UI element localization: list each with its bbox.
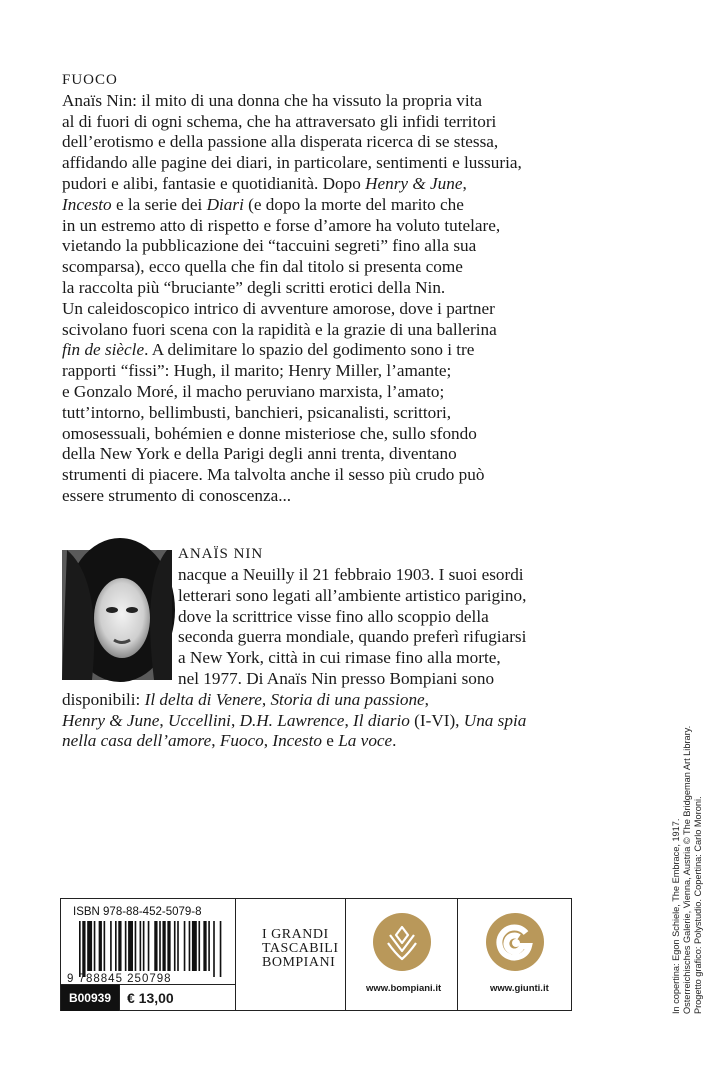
barcode-bar — [208, 921, 210, 971]
blurb-line: pudori e alibi, fantasie e quotidianità. Dopo Henry & June, — [62, 173, 467, 193]
bio-line: dove la scrittrice visse fino allo scoppio della — [178, 606, 489, 626]
barcode-panel — [60, 898, 572, 1011]
giunti-url: www.giunti.it — [490, 983, 549, 994]
barcode-bar — [159, 921, 161, 971]
barcode-bar — [177, 921, 179, 971]
author-bio — [62, 565, 592, 752]
giunti-logo-icon — [486, 913, 544, 971]
giunti-cell — [457, 899, 572, 1010]
barcode-digits: 9 788845 250798 — [67, 973, 172, 985]
barcode-bar — [184, 921, 186, 971]
barcode-bar — [128, 921, 133, 971]
blurb-line: essere strumento di conoscenza... — [62, 485, 292, 505]
blurb-line: al di fuori di ogni schema, che ha attraversato gli infidi territori — [62, 111, 497, 131]
blurb-line: Incesto e la serie dei Diari (e dopo la morte del marito che — [62, 194, 464, 214]
blurb-line: e Gonzalo Moré, il macho peruviano marxista, l’amato; — [62, 381, 445, 401]
bio-line: nella casa dell’amore, Fuoco, Incesto e La voce. — [62, 731, 397, 751]
bio-line: Henry & June, Uccellini, D.H. Lawrence, Il diario (I-VI), Una spia — [62, 710, 527, 730]
blurb-line: in un estremo atto di rispetto e forse d’amore ha voluto tutelare, — [62, 215, 501, 235]
barcode — [77, 921, 225, 977]
barcode-bar — [198, 921, 200, 971]
blurb-body — [62, 91, 582, 507]
barcode-bar — [140, 921, 142, 971]
blurb-line: scomparsa), ecco quella che fin dal titolo si presenta come — [62, 257, 463, 277]
barcode-bar — [143, 921, 145, 971]
credit-line: Progetto grafico: Polystudio. Copertina: Carlo Moroni. — [693, 796, 703, 1014]
barcode-bar — [203, 921, 206, 971]
bio-line: letterari sono legati all’ambiente artistico parigino, — [178, 585, 527, 605]
blurb-line: affidando alle pagine dei diari, in particolare, sentimenti e lussuria, — [62, 153, 522, 173]
blurb-line: Un caleidoscopico intrico di avventure amorose, dove i partner — [62, 298, 495, 318]
blurb-line: della New York e della Parigi degli anni trenta, diventano — [62, 444, 457, 464]
barcode-bar — [154, 921, 157, 971]
barcode-bar — [115, 921, 117, 971]
price-row — [61, 984, 235, 1011]
credit-line: In copertina: Egon Schiele, The Embrace, 1917. — [671, 818, 681, 1014]
barcode-bar — [110, 921, 112, 971]
bio-line: a New York, città in cui rimase fino alla morte, — [178, 648, 501, 668]
barcode-bar — [192, 921, 197, 971]
blurb-title: FUOCO — [62, 72, 118, 88]
blurb-line: Anaïs Nin: il mito di una donna che ha vissuto la propria vita — [62, 90, 483, 110]
barcode-bar — [82, 921, 85, 977]
barcode-bar — [162, 921, 165, 971]
bio-line: seconda guerra mondiale, quando preferì rifugiarsi — [178, 627, 527, 647]
bompiani-cell — [345, 899, 458, 1010]
credit-line: Osterreichisches Galerie, Vienna, Austria © The Bridgeman Art Library. — [682, 725, 692, 1014]
barcode-bar — [167, 921, 170, 971]
price: € 13,00 — [127, 990, 174, 1006]
blurb-line: fin de siècle. A delimitare lo spazio del godimento sono i tre — [62, 340, 475, 360]
barcode-bar — [87, 921, 92, 971]
bio-line: nel 1977. Di Anaïs Nin presso Bompiani sono — [178, 668, 495, 688]
author-name: ANAÏS NIN — [178, 546, 264, 562]
blurb-line: strumenti di piacere. Ma talvolta anche il sesso più crudo può — [62, 465, 485, 485]
product-code: B00939 — [61, 985, 119, 1011]
bio-line: nacque a Neuilly il 21 febbraio 1903. I suoi esordi — [178, 565, 524, 584]
barcode-bar — [125, 921, 127, 971]
barcode-bar — [189, 921, 191, 971]
bio-line: disponibili: Il delta di Venere, Storia di una passione, — [62, 689, 429, 709]
blurb-line: rapporti “fissi”: Hugh, il marito; Henry Miller, l’amante; — [62, 361, 452, 381]
barcode-bar — [148, 921, 150, 971]
isbn-label: ISBN 978-88-452-5079-8 — [73, 906, 202, 918]
blurb-line: vietando la pubblicazione dei “taccuini segreti” fino alla sua — [62, 236, 477, 256]
bompiani-url: www.bompiani.it — [366, 983, 442, 994]
barcode-bar — [118, 921, 121, 971]
cover-credits — [671, 684, 704, 1014]
blurb-line: omosessuali, bohémien e donne misteriose che, sullo sfondo — [62, 423, 477, 443]
barcode-bar — [79, 921, 81, 977]
barcode-bar — [94, 921, 96, 971]
barcode-block — [61, 899, 235, 1010]
barcode-bar — [135, 921, 137, 971]
barcode-bar — [99, 921, 102, 971]
barcode-bar — [213, 921, 215, 977]
barcode-bar — [104, 921, 106, 971]
barcode-bar — [220, 921, 222, 977]
blurb-line: la raccolta più “bruciante” degli scritti erotici della Nin. — [62, 277, 446, 297]
blurb-line: dell’erotismo e della passione alla disperata ricerca di se stessa, — [62, 132, 499, 152]
barcode-bar — [174, 921, 176, 971]
blurb-line: scivolano fuori scena con la rapidità e la grazie di una ballerina — [62, 319, 497, 339]
series-logo: I GRANDI TASCABILI BOMPIANI — [262, 927, 339, 970]
bompiani-logo-icon — [373, 913, 431, 971]
blurb-line: tutt’intorno, bellimbusti, banchieri, psicanalisti, scrittori, — [62, 402, 452, 422]
back-cover-blurb — [62, 70, 582, 507]
